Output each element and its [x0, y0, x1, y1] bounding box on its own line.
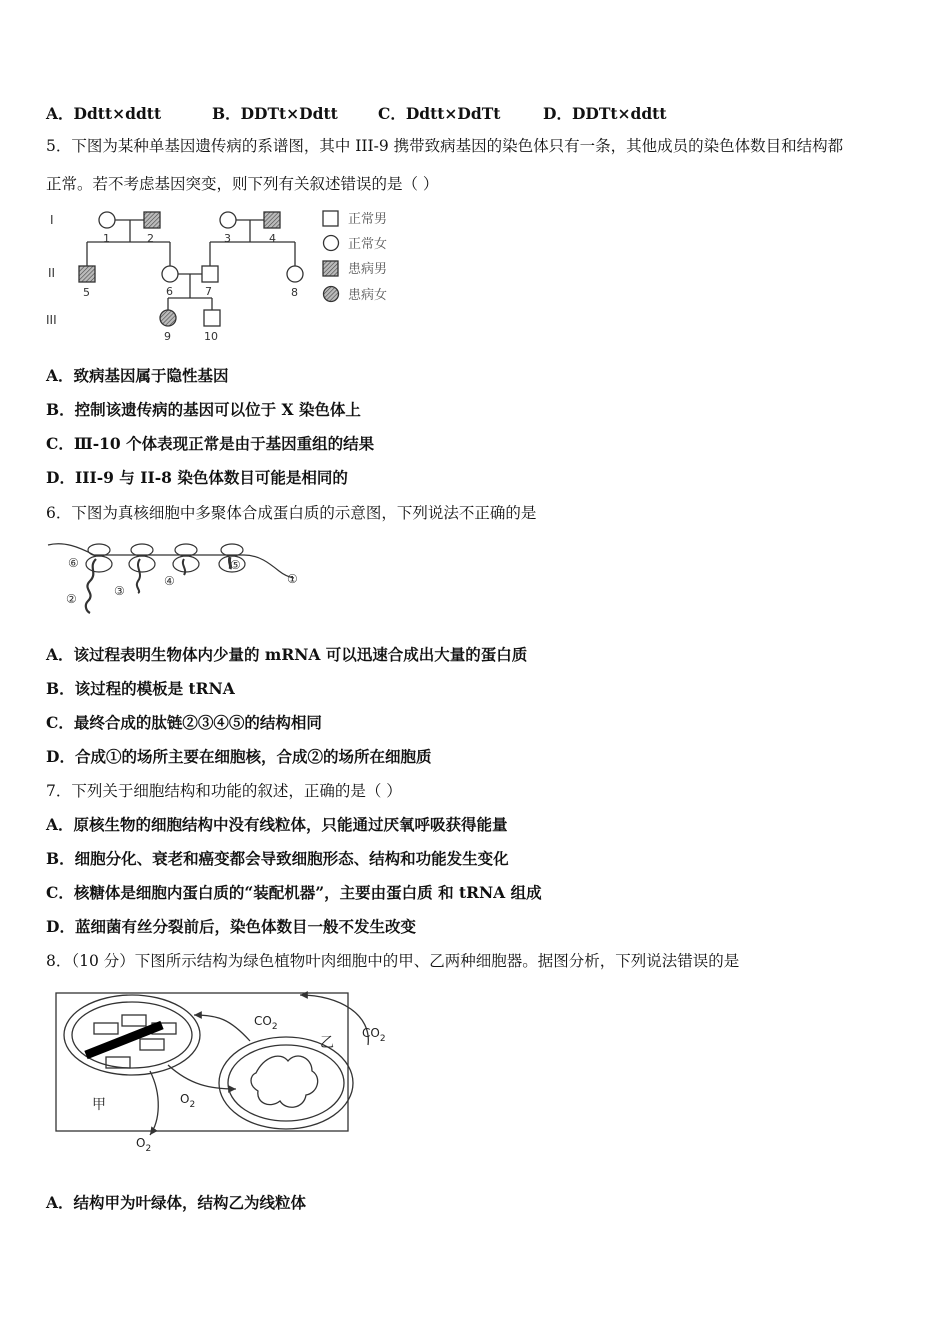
q7-option-b: B．细胞分化、衰老和癌变都会导致细胞形态、结构和功能发生变化 — [46, 849, 509, 868]
yi-label: 乙 — [320, 1035, 334, 1051]
member-6-female — [162, 266, 178, 282]
ribosome — [131, 544, 153, 556]
q5-option-c: C．Ⅲ-10 个体表现正常是由于基因重组的结果 — [46, 434, 375, 453]
co2-arrow-inner — [194, 1015, 250, 1041]
legend-affected-male-symbol — [323, 261, 338, 276]
q4-option-d: D．DDTt×ddtt — [543, 104, 667, 123]
polypeptide-medium — [137, 559, 140, 593]
co2-inner-label: $CO_2$ — [254, 1014, 278, 1032]
legend-affected-female: 患病女 — [348, 288, 388, 303]
member-label: 10 — [204, 330, 218, 343]
legend-affected-male: 患病男 — [348, 262, 388, 277]
co2-arrow-outer — [300, 995, 368, 1045]
label-6: ⑥ — [68, 556, 79, 570]
o2-inner-label: $O_2$ — [180, 1092, 196, 1110]
q5-option-d: D．III-9 与 II-8 染色体数目可能是相同的 — [46, 468, 348, 487]
polysome-figure — [44, 535, 314, 615]
q6-stem: 6．下图为真核细胞中多聚体合成蛋白质的示意图，下列说法不正确的是 — [46, 504, 537, 522]
label-4: ④ — [164, 574, 175, 588]
member-7-male — [202, 266, 218, 282]
label-1: ① — [287, 572, 298, 586]
label-2: ② — [66, 592, 77, 606]
polypeptide-short — [183, 559, 185, 575]
member-5-affected-male — [79, 266, 95, 282]
label-3: ③ — [114, 584, 125, 598]
thylakoid — [122, 1015, 146, 1026]
legend-normal-female-symbol — [324, 236, 339, 251]
member-label: 2 — [147, 232, 154, 245]
thylakoid — [140, 1039, 164, 1050]
member-label: 6 — [166, 285, 173, 298]
q8-option-a: A．结构甲为叶绿体，结构乙为线粒体 — [46, 1193, 307, 1212]
member-label: 3 — [224, 232, 231, 245]
member-label: 4 — [269, 232, 276, 245]
q7-stem: 7．下列关于细胞结构和功能的叙述，正确的是（ ） — [46, 782, 402, 800]
mrna-strand — [48, 544, 294, 578]
q6-option-d: D．合成①的场所主要在细胞核，合成②的场所在细胞质 — [46, 747, 432, 766]
cristae — [251, 1056, 318, 1107]
q5-stem-line2: 正常。若不考虑基因突变，则下列有关叙述错误的是（ ） — [46, 175, 439, 193]
gen-label-i: I — [50, 213, 54, 227]
member-label: 1 — [103, 232, 110, 245]
ribosome — [175, 544, 197, 556]
q7-option-c: C．核糖体是细胞内蛋白质的“装配机器”，主要由蛋白质 和 tRNA 组成 — [46, 883, 542, 902]
q7-option-a: A．原核生物的细胞结构中没有线粒体，只能通过厌氧呼吸获得能量 — [46, 815, 508, 834]
q5-stem-line1: 5．下图为某种单基因遗传病的系谱图，其中 III-9 携带致病基因的染色体只有一条，其他成员的染色体数目和结构都 — [46, 137, 844, 155]
q4-option-c: C．Ddtt×DdTt — [378, 104, 501, 123]
member-10-male — [204, 310, 220, 326]
member-3-female — [220, 212, 236, 228]
legend-normal-female: 正常女 — [348, 237, 388, 252]
ribosome — [88, 544, 110, 556]
o2-arrow-outer — [150, 1071, 158, 1135]
member-label: 8 — [291, 286, 298, 299]
q6-option-c: C．最终合成的肽链②③④⑤的结构相同 — [46, 713, 322, 732]
legend-affected-female-symbol — [324, 287, 339, 302]
q5-option-a: A．致病基因属于隐性基因 — [46, 366, 229, 385]
co2-outer-label: $CO_2$ — [362, 1026, 386, 1044]
q4-option-b: B．DDTt×Ddtt — [212, 104, 338, 123]
member-8-female — [287, 266, 303, 282]
o2-arrow-inner — [168, 1065, 236, 1089]
member-9-affected-female — [160, 310, 176, 326]
member-4-affected-male — [264, 212, 280, 228]
q7-option-d: D．蓝细菌有丝分裂前后，染色体数目一般不发生改变 — [46, 917, 416, 936]
member-2-affected-male — [144, 212, 160, 228]
organelle-figure — [50, 985, 410, 1160]
q6-option-a: A．该过程表明生物体内少量的 mRNA 可以迅速合成出大量的蛋白质 — [46, 645, 528, 664]
gen-label-iii: III — [46, 313, 57, 327]
member-label: 5 — [83, 286, 90, 299]
thylakoid — [94, 1023, 118, 1034]
jia-label: 甲 — [92, 1097, 106, 1113]
q6-option-b: B．该过程的模板是 tRNA — [46, 679, 235, 698]
q8-stem: 8．（10 分）下图所示结构为绿色植物叶肉细胞中的甲、乙两种细胞器。据图分析，下列说法错误的是 — [46, 952, 740, 970]
legend-normal-male: 正常男 — [348, 212, 388, 227]
member-label: 9 — [164, 330, 171, 343]
pedigree-figure — [40, 200, 420, 350]
o2-outer-label: $O_2$ — [136, 1136, 152, 1154]
gen-label-ii: II — [48, 266, 56, 280]
legend-normal-male-symbol — [323, 211, 338, 226]
member-label: 7 — [205, 285, 212, 298]
member-1-female — [99, 212, 115, 228]
ribosome — [221, 544, 243, 556]
q5-option-b: B．控制该遗传病的基因可以位于 X 染色体上 — [46, 400, 361, 419]
q4-option-a: A．Ddtt×ddtt — [46, 104, 162, 123]
label-5: ⑤ — [230, 558, 241, 572]
